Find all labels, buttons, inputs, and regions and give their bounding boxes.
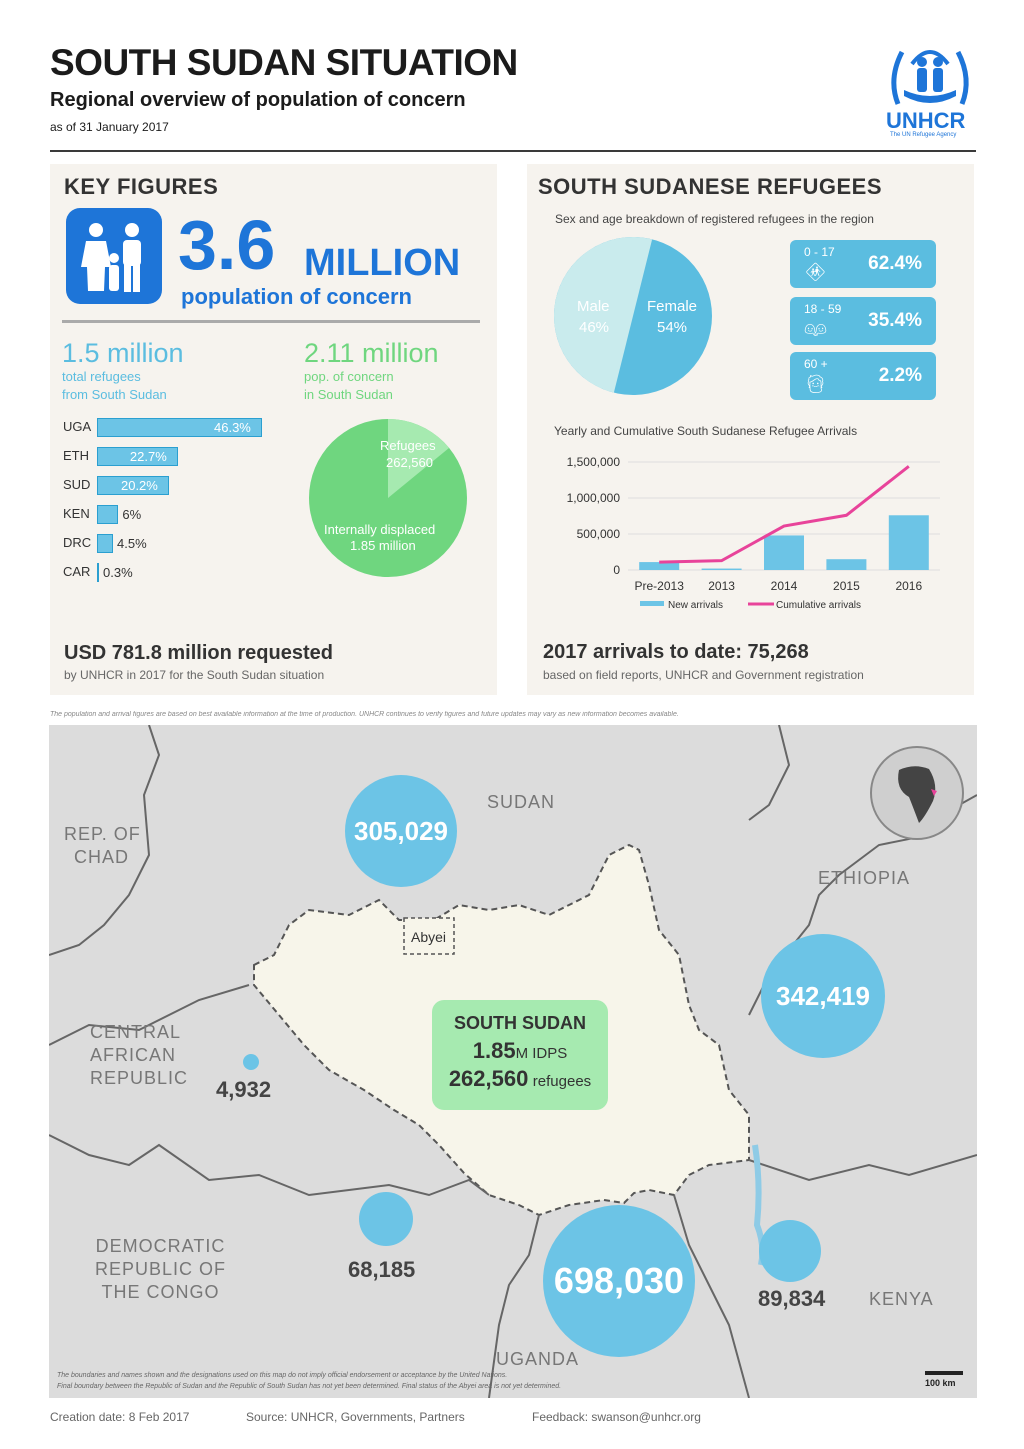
bubble-kenya: [759, 1220, 821, 1282]
y-tick-label: 0: [613, 563, 620, 577]
bar-country-label: ETH: [63, 448, 89, 463]
age-group-0-17: [790, 240, 936, 288]
header-rule: [50, 150, 976, 152]
country-label-drc: DEMOCRATIC REPUBLIC OF THE CONGO: [95, 1236, 227, 1302]
bubble-uganda: 698,030: [543, 1205, 695, 1357]
globe-locator-icon: [869, 745, 965, 841]
abyei-label: Abyei: [411, 929, 447, 945]
refugees-value: 1.5 million: [62, 338, 184, 368]
country-label-sudan: SUDAN: [487, 792, 556, 812]
figure-drc: 68,185: [348, 1257, 416, 1282]
country-label-chad: REP. OF CHAD: [64, 824, 141, 867]
map-disclaimer-2: Final boundary between the Republic of Sudan and the Republic of South Sudan has not yet been determined. Final status of the Abyei area is not yet determined.: [57, 1383, 562, 1390]
south-sudan-idps: 1.85M IDPS: [472, 1038, 568, 1063]
bar-value-label: 0.3%: [103, 565, 133, 580]
funding-note: by UNHCR in 2017 for the South Sudan situation: [64, 668, 325, 682]
unhcr-emblem-icon: [884, 44, 976, 110]
age-range: 60 +: [804, 357, 828, 371]
arrival-bar: [702, 569, 742, 570]
age-pct: 62.4%: [868, 253, 922, 274]
refugees-label-2: from South Sudan: [62, 387, 167, 402]
bar-value-label: 46.3%: [214, 420, 251, 435]
scale-label: 100 km: [925, 1378, 956, 1388]
country-label-ethiopia: ETHIOPIA: [818, 868, 911, 888]
legend-label-cumulative: Cumulative arrivals: [776, 600, 862, 611]
bar-value-label: 22.7%: [129, 449, 167, 464]
south-sudan-label: SOUTH SUDAN: [453, 1013, 586, 1033]
female-pct: 54%: [657, 319, 688, 336]
footer-source: Source: UNHCR, Governments, Partners: [246, 1410, 465, 1424]
bar-value-label: 6%: [122, 507, 142, 522]
arrivals-title: 2017 arrivals to date: 75,268: [543, 641, 809, 663]
male-label: Male: [577, 298, 610, 315]
x-tick-label: 2016: [895, 579, 923, 593]
child-figure-icon: 🚸︎: [804, 262, 827, 282]
idp-value: 2.11 million: [304, 338, 439, 368]
bar-country-share: [97, 505, 118, 524]
adult-figure-icon: 👫︎: [804, 319, 827, 339]
elder-figure-icon: 🧓︎: [804, 374, 827, 394]
male-pct: 46%: [579, 319, 610, 336]
family-icon: [66, 208, 162, 304]
footer-feedback: Feedback: swanson@unhcr.org: [532, 1410, 701, 1424]
figure-kenya: 89,834: [758, 1286, 826, 1311]
sex-pie: [553, 236, 713, 396]
age-group-60-plus: [790, 352, 936, 400]
arrivals-chart: [548, 448, 948, 612]
bubble-car: [243, 1054, 259, 1070]
bar-country-label: DRC: [63, 535, 92, 550]
age-group-18-59: [790, 297, 936, 345]
total-unit: MILLION: [304, 242, 461, 284]
age-pct: 2.2%: [878, 365, 922, 386]
page-subtitle: Regional overview of population of concern: [50, 89, 466, 111]
x-tick-label: 2014: [770, 579, 798, 593]
refugees-label-1: total refugees: [62, 369, 141, 384]
x-tick-label: 2013: [708, 579, 735, 593]
key-figures-divider: [62, 320, 480, 323]
y-tick-label: 500,000: [576, 527, 620, 541]
bubble-drc: [359, 1192, 413, 1246]
age-range: 18 - 59: [804, 302, 842, 316]
legend-swatch-new: [640, 601, 664, 606]
south-sudan-refugees: 262,560 refugees: [448, 1066, 592, 1091]
idp-label-1: pop. of concern: [304, 369, 394, 384]
total-label: population of concern: [181, 284, 412, 309]
key-figures-heading: KEY FIGURES: [64, 174, 219, 199]
idp-label-2: in South Sudan: [304, 387, 393, 402]
bar-value-label: 20.2%: [120, 478, 158, 493]
arrival-bar: [826, 559, 866, 570]
pie-idp-value: 1.85 million: [350, 538, 416, 553]
arrival-bar: [889, 515, 929, 570]
scale-bar: [925, 1371, 963, 1375]
bar-country-label: CAR: [63, 564, 91, 579]
legend-label-new: New arrivals: [668, 600, 724, 611]
bar-country-label: UGA: [63, 419, 92, 434]
key-figures-panel: [50, 164, 497, 695]
female-label: Female: [647, 298, 698, 315]
sex-age-caption: Sex and age breakdown of registered refugees in the region: [555, 212, 874, 226]
unhcr-logo: [884, 44, 976, 142]
pie-refugees-label: Refugees: [380, 438, 436, 453]
y-tick-label: 1,500,000: [566, 455, 620, 469]
country-label-uganda: UGANDA: [496, 1349, 580, 1369]
arrival-bar: [764, 535, 804, 570]
refugees-heading: SOUTH SUDANESE REFUGEES: [538, 174, 882, 199]
south-sudan-box: [432, 1000, 608, 1110]
as-of-date: as of 31 January 2017: [50, 120, 169, 134]
figure-car: 4,932: [216, 1077, 272, 1102]
logo-text: UNHCR: [886, 108, 966, 133]
age-range: 0 - 17: [804, 245, 835, 259]
country-label-car: CENTRAL AFRICAN REPUBLIC: [90, 1022, 189, 1088]
page-title: SOUTH SUDAN SITUATION: [50, 42, 518, 83]
footer-creation-date: Creation date: 8 Feb 2017: [50, 1410, 190, 1424]
disclaimer-top: The population and arrival figures are based on best available information at the time of production. UNHCR continues to verify figures and future updates may vary as new information becomes available.: [50, 711, 679, 718]
total-value: 3.6: [178, 206, 276, 284]
age-pct: 35.4%: [868, 310, 922, 331]
funding-title: USD 781.8 million requested: [64, 642, 333, 664]
pie-idp-label: Internally displaced: [324, 522, 436, 537]
map-disclaimer-1: The boundaries and names shown and the designations used on this map do not imply official endorsement or acceptance by the United Nations.: [57, 1372, 508, 1379]
arrivals-caption: Yearly and Cumulative South Sudanese Refugee Arrivals: [554, 424, 858, 438]
bar-country-share: [97, 534, 113, 553]
x-tick-label: Pre-2013: [634, 579, 684, 593]
region-map: [49, 725, 977, 1398]
y-tick-label: 1,000,000: [566, 491, 620, 505]
arrivals-note: based on field reports, UNHCR and Government registration: [543, 668, 864, 682]
country-label-kenya: KENYA: [869, 1289, 934, 1309]
x-tick-label: 2015: [833, 579, 860, 593]
arrival-bar: [639, 562, 679, 570]
bubble-sudan: 305,029: [345, 775, 457, 887]
bar-country-label: SUD: [63, 477, 91, 492]
bar-country-share: [97, 563, 99, 582]
bar-value-label: 4.5%: [117, 536, 147, 551]
bar-country-label: KEN: [63, 506, 90, 521]
logo-subtext: The UN Refugee Agency: [890, 132, 957, 138]
pie-refugees-value: 262,560: [386, 455, 433, 470]
bubble-ethiopia: 342,419: [761, 934, 885, 1058]
